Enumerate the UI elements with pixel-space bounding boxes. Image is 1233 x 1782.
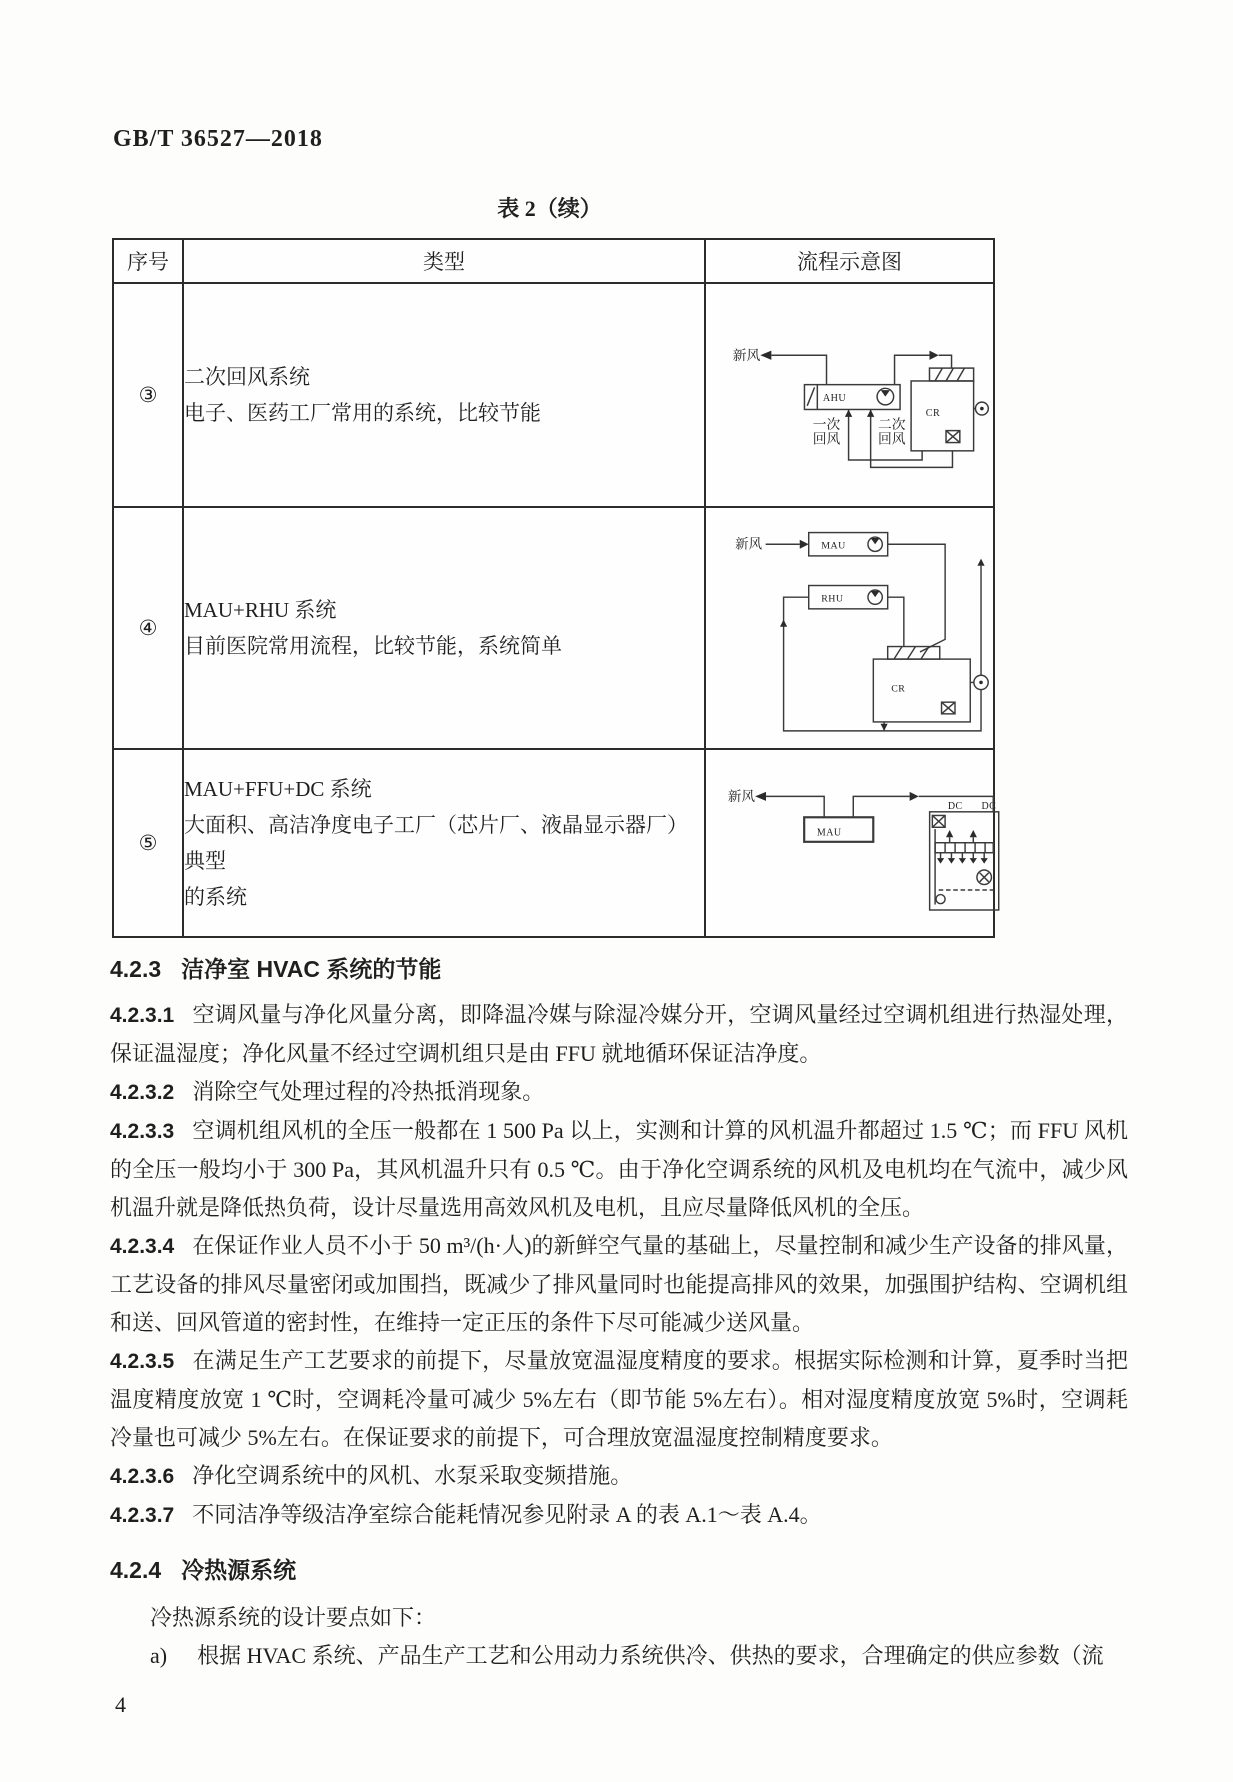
list-item-a — [110, 1637, 1128, 1675]
column-header-type: 类型 — [183, 239, 705, 283]
flow-diagram-cell — [705, 283, 994, 507]
clause-text: 空调风量与净化风量分离，即降温冷媒与除湿冷媒分开，空调风量经过空调机组进行热湿处理，保证温湿度；净化风量不经过空调机组只是由 FFU 就地循环保证洁净度。 — [110, 1002, 1128, 1066]
cr-label: CR — [925, 407, 941, 419]
mau-ffu-dc-diagram — [706, 759, 1006, 921]
table-title: 表 2（续） — [497, 196, 602, 221]
primary-return-label-2: 回风 — [812, 431, 841, 447]
secondary-return-diagram — [707, 308, 992, 476]
clause-4-2-3-3 — [110, 1112, 1128, 1227]
section-number: 4.2.4 — [110, 1557, 162, 1583]
body-text — [110, 952, 1128, 1675]
system-type-cell — [183, 749, 705, 937]
flow-diagram-cell — [705, 507, 994, 749]
list-item-label: a) — [150, 1643, 168, 1668]
clause-4-2-3-2 — [110, 1073, 1128, 1112]
system-type-name: MAU+RHU 系统 — [184, 598, 337, 622]
clause-text: 空调机组风机的全压一般都在 1 500 Pa 以上，实测和计算的风机温升都超过 1.5 ℃；而 FFU 风机的全压一般均小于 300 Pa，其风机温升只有 0.5 ℃。由于净化空调系统的风机及电机均在气流中，减少风机温升就是降低热负荷，设计尽量选用高效风机及电机，且应尽量降低风机的全压。 — [110, 1118, 1128, 1220]
clause-4-2-3-7 — [110, 1496, 1128, 1535]
clause-4-2-3-6 — [110, 1457, 1128, 1496]
section-heading-424 — [110, 1553, 1128, 1587]
design-points-intro: 冷热源系统的设计要点如下： — [150, 1605, 437, 1630]
doc-number: GB/T 36527—2018 — [113, 126, 323, 152]
secondary-return-label-2: 回风 — [878, 431, 906, 447]
hvac-systems-table — [112, 238, 995, 938]
clause-text: 消除空气处理过程的冷热抵消现象。 — [192, 1079, 545, 1104]
system-type-name: 二次回风系统 — [184, 365, 310, 389]
row-number: ④ — [113, 507, 183, 749]
flow-diagram-cell — [705, 749, 997, 937]
clause-text: 净化空调系统中的风机、水泵采取变频措施。 — [192, 1463, 633, 1488]
secondary-return-label-1: 二次 — [878, 416, 906, 432]
column-header-num: 序号 — [113, 239, 183, 283]
clause-number: 4.2.3.6 — [110, 1465, 175, 1488]
clause-4-2-3-1 — [110, 996, 1128, 1073]
cleanroom-box — [873, 659, 970, 722]
system-type-cell — [183, 507, 705, 749]
column-header-diagram: 流程示意图 — [705, 239, 994, 283]
section-title: 洁净室 HVAC 系统的节能 — [181, 956, 442, 982]
clause-number: 4.2.3.2 — [110, 1081, 175, 1104]
mau-label: MAU — [820, 540, 846, 552]
system-type-desc-2: 的系统 — [184, 885, 247, 909]
fresh-air-label: 新风 — [732, 347, 761, 363]
ahu-label: AHU — [822, 393, 847, 405]
primary-return-label-1: 一次 — [812, 416, 841, 432]
clause-number: 4.2.3.5 — [110, 1350, 175, 1373]
cleanroom-box — [911, 381, 974, 451]
row-number: ⑤ — [113, 749, 183, 937]
dc-label-left: DC — [947, 801, 963, 813]
table-row — [113, 507, 994, 749]
clause-number: 4.2.3.3 — [110, 1120, 175, 1143]
clause-number: 4.2.3.7 — [110, 1504, 175, 1527]
clause-text: 在满足生产工艺要求的前提下，尽量放宽温湿度精度的要求。根据实际检测和计算，夏季时当把温度精度放宽 1 ℃时，空调耗冷量可减少 5%左右（即节能 5%左右）。相对湿度精度放宽 5%时，空调耗冷量也可减少 5%左右。在保证要求的前提下，可合理放宽温湿度控制精度要求。 — [110, 1348, 1128, 1450]
clause-text: 不同洁净等级洁净室综合能耗情况参见附录 A 的表 A.1～表 A.4。 — [192, 1502, 822, 1527]
system-type-name: MAU+FFU+DC 系统 — [184, 777, 372, 801]
list-item-text: 根据 HVAC 系统、产品生产工艺和公用动力系统供冷、供热的要求，合理确定的供应参数（流 — [197, 1643, 1104, 1668]
section-heading-423 — [110, 952, 1128, 986]
system-type-desc: 大面积、高洁净度电子工厂（芯片厂、液晶显示器厂）典型 — [184, 813, 688, 873]
mau-label: MAU — [816, 827, 842, 839]
system-type-cell — [183, 283, 705, 507]
section-number: 4.2.3 — [110, 956, 162, 982]
system-type-desc: 目前医院常用流程，比较节能，系统简单 — [184, 634, 562, 658]
table-header-row — [113, 239, 994, 283]
clause-number: 4.2.3.1 — [110, 1004, 175, 1027]
clause-4-2-3-5 — [110, 1342, 1128, 1457]
clause-4-2-3-4 — [110, 1227, 1128, 1342]
cr-label: CR — [890, 683, 905, 695]
table-row — [113, 283, 994, 507]
table-row — [113, 749, 994, 937]
dc-label-right: DC — [981, 801, 997, 813]
system-type-desc: 电子、医药工厂常用的系统，比较节能 — [184, 401, 541, 425]
sensor-icon — [936, 895, 945, 904]
clause-number: 4.2.3.4 — [110, 1235, 175, 1258]
fresh-air-label: 新风 — [734, 536, 762, 552]
section-title: 冷热源系统 — [181, 1557, 297, 1583]
mau-rhu-diagram — [710, 510, 990, 740]
row-number: ③ — [113, 283, 183, 507]
clause-text: 在保证作业人员不小于 50 m³/(h·人)的新鲜空气量的基础上，尽量控制和减少生产设备的排风量，工艺设备的排风尽量密闭或加围挡，既减少了排风量同时也能提高排风的效果，加强围护结构、空调机组和送、回风管道的密封性，在维持一定正压的条件下尽可能减少送风量。 — [110, 1233, 1128, 1335]
rhu-label: RHU — [820, 593, 843, 605]
page-number: 4 — [115, 1692, 126, 1717]
fresh-air-label: 新风 — [727, 788, 756, 804]
